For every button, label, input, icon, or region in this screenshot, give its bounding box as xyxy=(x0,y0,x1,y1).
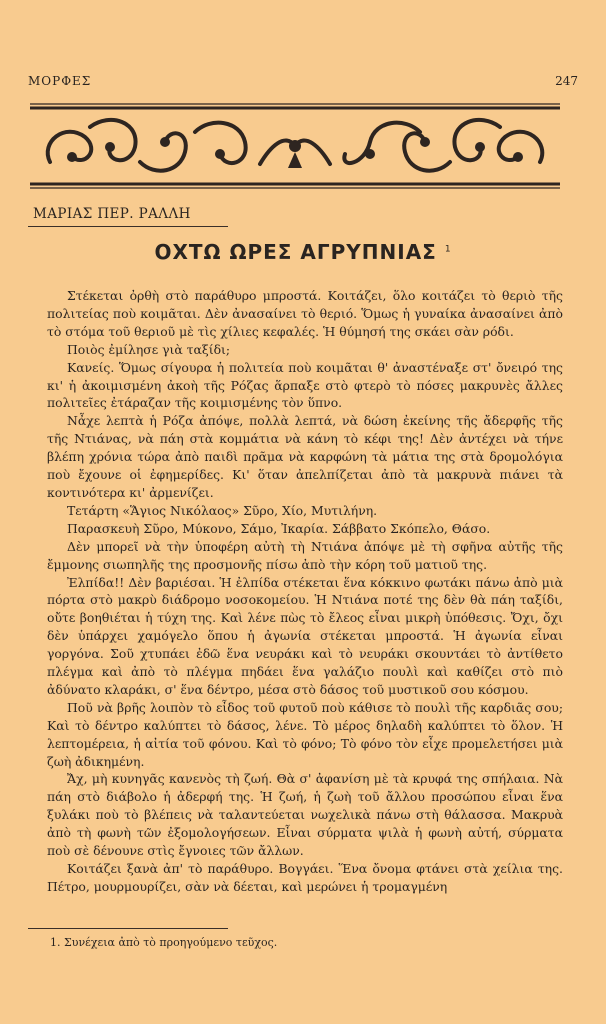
footnote-marker: 1 xyxy=(444,244,452,255)
author-name: ΜΑΡΙΑΣ ΠΕΡ. ΡΑΛΛΗ xyxy=(33,206,191,222)
paragraph: Κανείς. Ὅμως σίγουρα ἡ πολιτεία ποὺ κοιμᾶται θ' ἀναστέναξε στ' ὄνειρό της κι' ἡ ἀκοιμισμένη ἀκοὴ τῆς Ρόζας ἅρπαξε στὸ φτερὸ τὸ πόσες μακρυνὲς ἄλλες πολιτεῖες ἐτάραζαν τῆς κοιμισμένης τὸν ὕπνο. xyxy=(47,359,563,411)
paragraph: Δὲν μπορεῖ νὰ τὴν ὑποφέρη αὐτὴ τὴ Ντιάνα ἀπόψε μὲ τὴ σφῆνα αὐτῆς τῆς ἔμμονης σιωπηλῆς της προσμονῆς πίσω ἀπὸ τὴν κόρη τοῦ ματιοῦ της. xyxy=(47,538,563,572)
paragraph: Νἆχε λεπτὰ ἡ Ρόζα ἀπόψε, πολλὰ λεπτά, νὰ δώση ἐκείνης τῆς ἄδερφῆς τῆς τῆς Ντιάνας, νὰ πάη στὰ κομμάτια νὰ κάνη τὸ κέφι της! Δὲν ἀντέχει νὰ τήνε βλέπη χρόνια τώρα ἀπὸ παιδὶ πρᾶμα νὰ καρφώνη τὰ μάτια της στὰ δρομολόγια ποὺ ἔχουνε οἱ ἐφημερίδες. Κι' ὅταν ἀπελπίζεται ἀπὸ τὰ μακρυνὰ πιάνει τὰ κοντινότερα κι' ἀρμενίζει. xyxy=(47,413,563,500)
paragraph: Παρασκευὴ Σῦρο, Μύκονο, Σάμο, Ἰκαρία. Σάββατο Σκόπελο, Θάσο. xyxy=(67,520,491,536)
journal-title: ΜΟΡΦΕΣ xyxy=(28,74,92,88)
paragraph: Ποιὸς ἐμίλησε γιὰ ταξίδι; xyxy=(67,341,231,357)
paragraph: Ἄχ, μὴ κυνηγᾶς κανενὸς τὴ ζωή. Θὰ σ' ἀφανίση μὲ τὰ κρυφά της σπήλαια. Νὰ πάη στὸ διάβολο ἡ ἀδερφή της. Ἡ ζωή, ἡ ζωὴ τοῦ ἄλλου προσώπου εἶναι ἕνα ξυλάκι ποὺ τὸ βλέπεις νὰ ταλαντεύεται νωχελικὰ πάνω στὴ θάλασσα. Μακρυὰ ἀπὸ τὴ φωνὴ τῶν ἐξομολογήσεων. Εἶναι σύρματα ψιλὰ ἡ φωνὴ αὐτή, σύρματα ποὺ σὲ δένουνε στὶς ἔγνοιες τῶν ἄλλων. xyxy=(47,771,563,859)
article-title-text: ΟΧΤΩ ΩΡΕΣ ΑΓΡΥΠΝΙΑΣ xyxy=(154,240,437,264)
footnote: 1. Συνέχεια ἀπὸ τὸ προηγούμενο τεῦχος. xyxy=(50,936,278,949)
paragraph: Στέκεται ὀρθὴ στὸ παράθυρο μπροστά. Κοιτάζει, ὅλο κοιτάζει τὸ θεριὸ τῆς πολιτείας ποὺ κοιμᾶται. Δὲν ἀνασαίνει τὸ θεριό. Ὅμως ἡ γυναίκα ἀνασαίνει ἀπὸ τὸ στόμα τοῦ θεριοῦ μὲ τὶς χίλιες κεφαλές. Ἡ θύμησή της σκάει σὰν ρόδι. xyxy=(47,288,563,339)
decorative-ornament-band xyxy=(30,102,560,190)
paragraph: Τετάρτη «Ἅγιος Νικόλαος» Σῦρο, Χίο, Μυτιλήνη. xyxy=(67,502,378,518)
article-body xyxy=(47,287,563,896)
paragraph: Ἐλπίδα!! Δὲν βαριέσαι. Ἡ ἐλπίδα στέκεται ἕνα κόκκινο φωτάκι πάνω ἀπὸ μιὰ πόρτα στὸ μακρὺ διάδρομο νοσοκομείου. Ἡ Ντιάνα ποτέ της δὲν θὰ πάη ταξίδι, οὔτε βοηθιέται ἡ τύχη της. Καὶ λένε πὼς τὸ ἔλεος εἶναι μικρὴ ὑπόθεσις. Ὄχι, ὄχι δὲν ὑπάρχει χαμόγελο ὅπου ἡ ἀγωνία στέκεται μπροστά. Ἡ ἀγωνία εἶναι γοργόνα. Σοῦ χτυπάει ἐδῶ ἕνα νευράκι καὶ τὸ νευράκι σκουντάει τὸ ἀντίθετο πλέγμα καὶ ἀπὸ τὸ πλέγμα πηδάει ἕνα γαλάζιο πουλὶ καὶ καθίζει στὸ πιὸ ἀδύνατο κλαράκι, σ' ἕνα δέντρο, μέσα στὸ δάσος τοῦ μυστικοῦ σου κόσμου. xyxy=(47,574,563,697)
paragraph: Ποῦ νὰ βρῆς λοιπὸν τὸ εἶδος τοῦ φυτοῦ ποὺ κάθισε τὸ πουλὶ τῆς καρδιᾶς σου; Καὶ τὸ δέντρο καλύπτει τὸ δάσος, λένε. Τὸ μέρος δηλαδὴ καλύπτει τὸ ὅλον. Ἡ λεπτομέρεια, ἡ αἰτία τοῦ φόνου. Καὶ τὸ φόνο; Τὸ φόνο τὸν εἶχε προμελετήσει μιὰ ζωὴ ἀδικημένη. xyxy=(47,699,563,769)
running-header xyxy=(28,74,578,88)
footnote-rule xyxy=(28,928,228,929)
page-number: 247 xyxy=(555,74,578,88)
author-rule xyxy=(28,226,228,227)
paragraph: Κοιτάζει ξανὰ ἀπ' τὸ παράθυρο. Βογγάει. Ἕνα ὄνομα φτάνει στὰ χείλια της. Πέτρο, μουρμουρίζει, σὰν νὰ δέεται, καὶ μερώνει ἡ τρομαγμένη xyxy=(47,861,563,894)
article-title xyxy=(0,240,606,264)
